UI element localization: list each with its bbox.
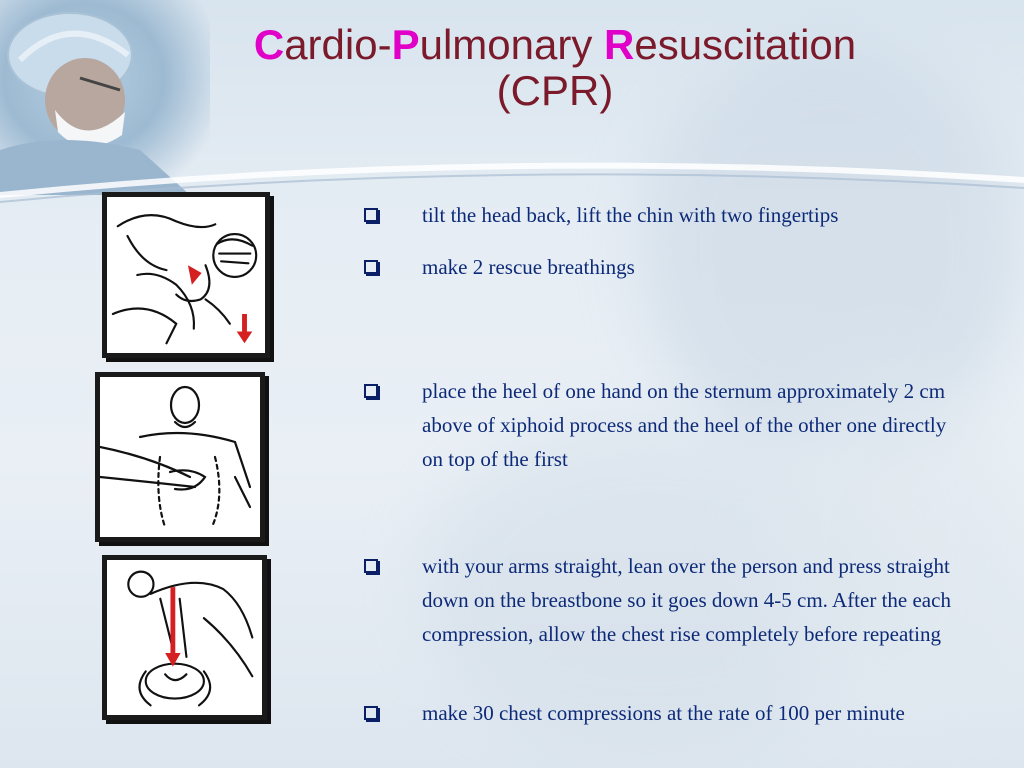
checkbox-square-icon [364,559,378,573]
chest-compression-illustration [102,555,267,720]
list-item-text: tilt the head back, lift the chin with two fingertips [422,203,839,227]
title-part: esuscitation [634,21,857,68]
title-initial-r: R [604,21,635,68]
list-item-text: make 2 rescue breathings [422,255,635,279]
list-item [360,374,1000,476]
list-item [360,198,1000,232]
hand-placement-illustration [95,372,265,542]
list-item [360,696,1000,730]
slide-title [185,22,925,114]
title-initial-p: P [391,21,420,68]
title-initial-c: C [253,21,285,68]
list-item-text: place the heel of one hand on the sternum approximately 2 cm above of xiphoid process and the heel of the other one directly on top of the first [422,379,947,471]
title-part: ulmonary [419,21,604,68]
head-tilt-illustration [102,192,270,358]
title-part: ardio- [284,21,392,68]
list-item [360,250,1000,284]
list-item-text: with your arms straight, lean over the person and press straight down on the breastbone so it goes down 4-5 cm. After the each compression, allow the chest rise completely before repeating [422,554,951,646]
list-item-text: make 30 chest compressions at the rate of 100 per minute [422,701,905,725]
title-abbreviation: (CPR) [496,67,614,114]
checkbox-square-icon [364,384,378,398]
checkbox-square-icon [364,260,378,274]
checkbox-square-icon [364,706,378,720]
checkbox-square-icon [364,208,378,222]
list-item [360,549,1000,651]
